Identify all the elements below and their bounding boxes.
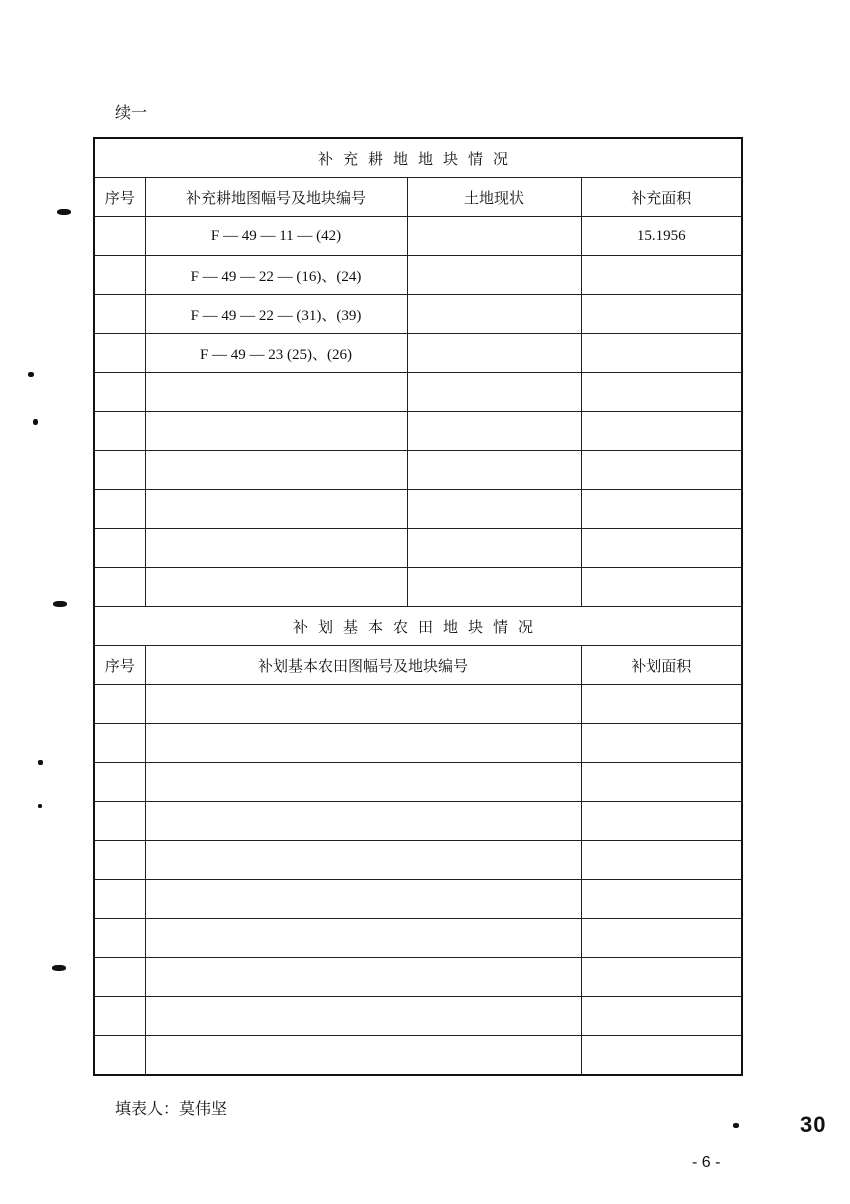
table-row <box>94 880 742 919</box>
cell-parcel <box>145 373 407 412</box>
cell-area <box>581 529 742 568</box>
table-row <box>94 256 742 295</box>
table-row <box>94 802 742 841</box>
table-row <box>94 685 742 724</box>
cell-parcel: F — 49 — 22 — (16)、(24) <box>145 256 407 295</box>
cell-parcel <box>145 880 581 919</box>
table-row <box>94 373 742 412</box>
cell-seq <box>94 529 145 568</box>
scan-mark <box>33 419 38 425</box>
cell-status <box>407 451 581 490</box>
cell-parcel <box>145 568 407 607</box>
cell-parcel <box>145 763 581 802</box>
cell-area <box>581 841 742 880</box>
cell-parcel <box>145 841 581 880</box>
table-row <box>94 334 742 373</box>
section1-header-1: 补充耕地图幅号及地块编号 <box>145 178 407 217</box>
cell-area: 15.1956 <box>581 217 742 256</box>
cell-status <box>407 529 581 568</box>
cell-seq <box>94 451 145 490</box>
cell-area <box>581 1036 742 1076</box>
cell-seq <box>94 685 145 724</box>
cell-seq <box>94 295 145 334</box>
cell-area <box>581 997 742 1036</box>
section1-header-0: 序号 <box>94 178 145 217</box>
cell-parcel <box>145 490 407 529</box>
cell-area <box>581 919 742 958</box>
cell-parcel: F — 49 — 22 — (31)、(39) <box>145 295 407 334</box>
table-row <box>94 763 742 802</box>
scan-mark <box>28 372 34 377</box>
form-filler: 填表人：莫伟坚 <box>115 1099 228 1118</box>
cell-area <box>581 568 742 607</box>
cell-status <box>407 373 581 412</box>
cell-seq <box>94 724 145 763</box>
cell-seq <box>94 412 145 451</box>
section1-title: 补充耕地地块情况 <box>94 138 742 178</box>
cell-status <box>407 568 581 607</box>
land-form-table <box>93 137 743 1076</box>
cell-seq <box>94 763 145 802</box>
cell-area <box>581 334 742 373</box>
table-row <box>94 919 742 958</box>
cell-parcel <box>145 529 407 568</box>
section2-header-1: 补划基本农田图幅号及地块编号 <box>145 646 581 685</box>
table-row <box>94 568 742 607</box>
table-row <box>94 295 742 334</box>
cell-parcel <box>145 802 581 841</box>
cell-status <box>407 334 581 373</box>
cell-seq <box>94 373 145 412</box>
cell-seq <box>94 997 145 1036</box>
table-row <box>94 451 742 490</box>
table-row <box>94 529 742 568</box>
scan-mark <box>57 209 71 215</box>
cell-area <box>581 451 742 490</box>
cell-area <box>581 958 742 997</box>
cell-seq <box>94 802 145 841</box>
cell-seq <box>94 334 145 373</box>
cell-seq <box>94 217 145 256</box>
scan-mark <box>733 1123 739 1128</box>
table-row <box>94 958 742 997</box>
cell-seq <box>94 1036 145 1076</box>
cell-area <box>581 295 742 334</box>
cell-area <box>581 256 742 295</box>
cell-area <box>581 802 742 841</box>
cell-parcel <box>145 724 581 763</box>
cell-area <box>581 412 742 451</box>
cell-parcel <box>145 997 581 1036</box>
table-row <box>94 217 742 256</box>
cell-parcel <box>145 1036 581 1076</box>
section1-header-2: 土地现状 <box>407 178 581 217</box>
table-row <box>94 1036 742 1076</box>
cell-seq <box>94 919 145 958</box>
cell-seq <box>94 880 145 919</box>
section1-header-3: 补充面积 <box>581 178 742 217</box>
cell-status <box>407 412 581 451</box>
cell-area <box>581 880 742 919</box>
continuation-label: 续一 <box>115 103 148 122</box>
cell-seq <box>94 490 145 529</box>
cell-status <box>407 217 581 256</box>
table-row <box>94 490 742 529</box>
cell-parcel <box>145 412 407 451</box>
cell-parcel: F — 49 — 11 — (42) <box>145 217 407 256</box>
table-row <box>94 724 742 763</box>
cell-seq <box>94 568 145 607</box>
section2-header-0: 序号 <box>94 646 145 685</box>
cell-parcel: F — 49 — 23 (25)、(26) <box>145 334 407 373</box>
cell-seq <box>94 256 145 295</box>
page-number: - 6 - <box>692 1154 721 1171</box>
cell-area <box>581 724 742 763</box>
cell-area <box>581 763 742 802</box>
table-row <box>94 841 742 880</box>
table-row <box>94 997 742 1036</box>
section2-title: 补划基本农田地块情况 <box>94 607 742 646</box>
cell-area <box>581 373 742 412</box>
scan-mark <box>38 804 42 808</box>
cell-status <box>407 295 581 334</box>
cell-parcel <box>145 451 407 490</box>
cell-seq <box>94 841 145 880</box>
section2-header-2: 补划面积 <box>581 646 742 685</box>
cell-area <box>581 685 742 724</box>
cell-status <box>407 256 581 295</box>
scan-mark <box>38 760 43 765</box>
cell-parcel <box>145 919 581 958</box>
cell-seq <box>94 958 145 997</box>
scan-mark <box>52 965 66 971</box>
scan-mark <box>53 601 67 607</box>
stamp-number: 30 <box>800 1112 827 1137</box>
table-row <box>94 412 742 451</box>
cell-status <box>407 490 581 529</box>
cell-parcel <box>145 685 581 724</box>
cell-parcel <box>145 958 581 997</box>
cell-area <box>581 490 742 529</box>
